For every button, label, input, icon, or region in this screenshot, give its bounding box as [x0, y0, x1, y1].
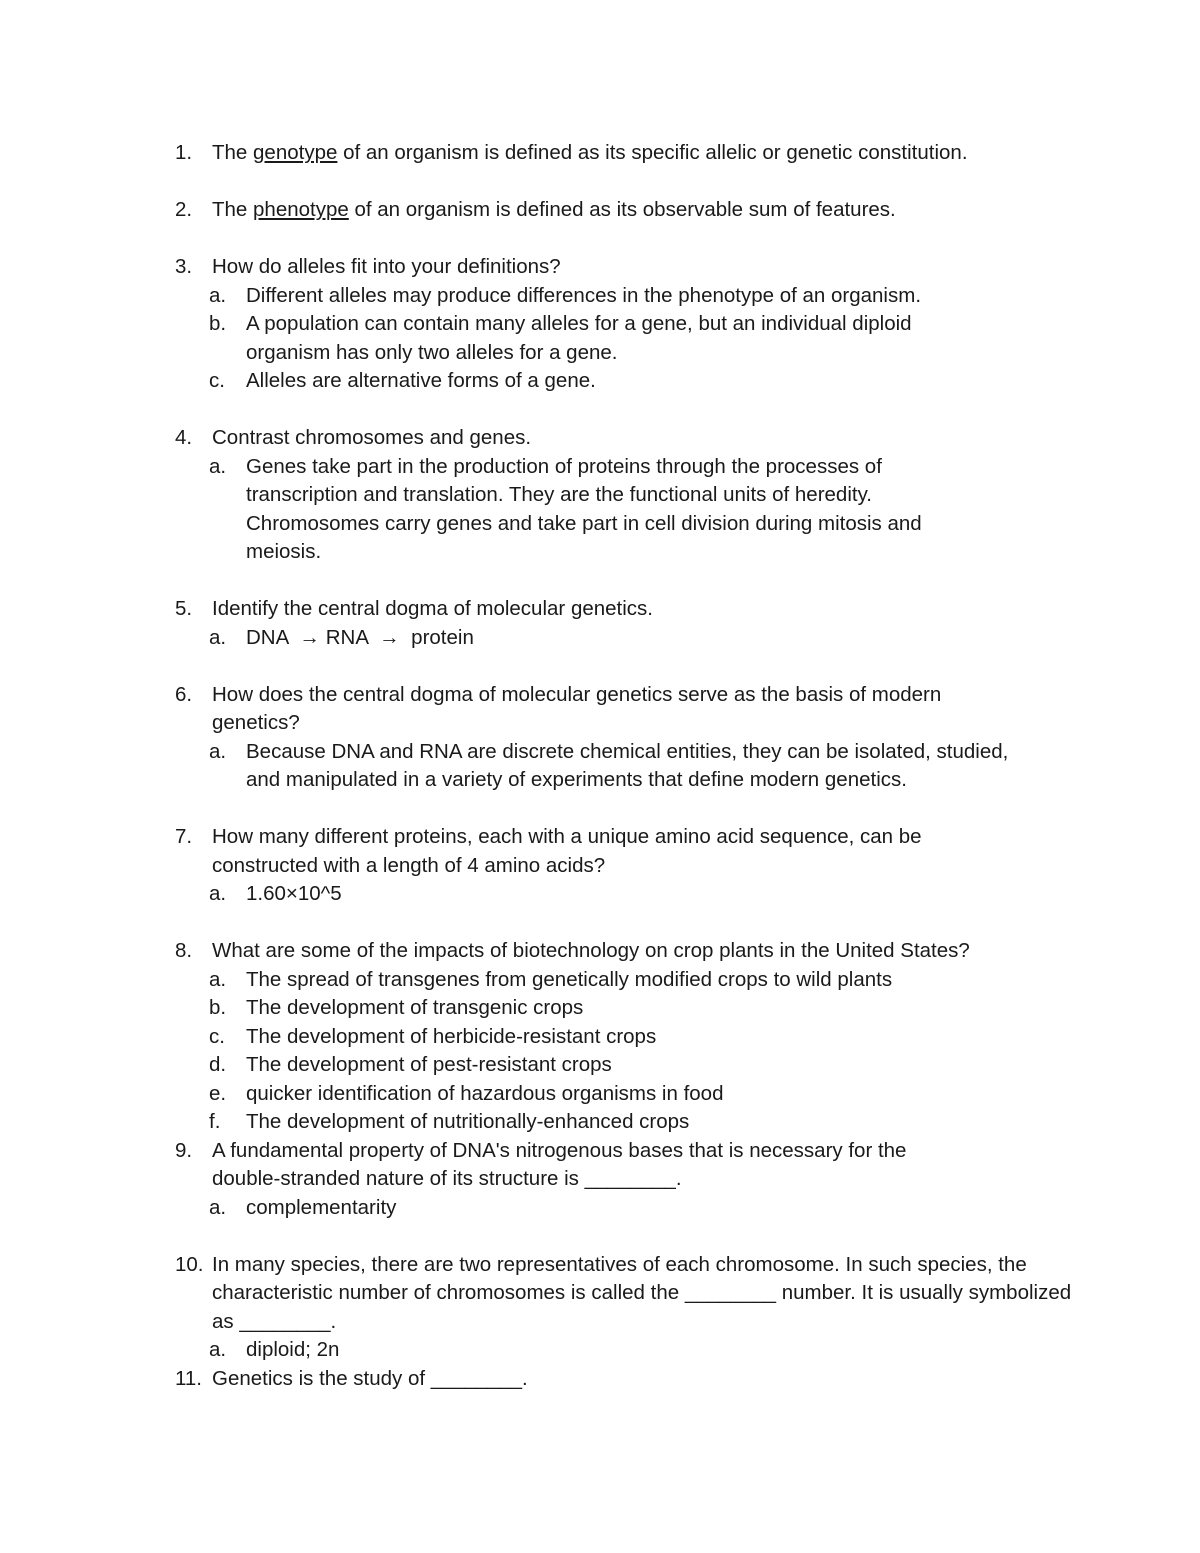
question-text: How does the central dogma of molecular genetics serve as the basis of modern genetics?	[212, 682, 942, 734]
answer-letter: a.	[209, 967, 227, 991]
answer-letter: b.	[209, 996, 227, 1019]
question-10	[175, 1251, 1105, 1337]
question-number: 2.	[175, 198, 193, 221]
question-text-post: of an organism is defined as its specific allelic or genetic constitution.	[337, 141, 968, 164]
answer-list	[175, 624, 1105, 653]
answer-letter: d.	[209, 1053, 227, 1076]
answer-text: The spread of transgenes from genetically modified crops to wild plants	[246, 967, 893, 991]
answer-letter: a.	[209, 1195, 227, 1219]
question-number: 7.	[175, 825, 193, 848]
question-number: 8.	[175, 939, 193, 962]
answer-letter: a.	[209, 283, 227, 307]
question-6	[175, 681, 1105, 738]
underlined-term: genotype	[253, 141, 338, 164]
question-number: 9.	[175, 1138, 193, 1162]
answer-text: complementarity	[246, 1195, 397, 1219]
answer-item	[175, 1108, 1105, 1137]
answer-text: DNA → RNA → protein	[246, 625, 474, 649]
answer-list	[175, 282, 1105, 396]
answer-item	[175, 1336, 1105, 1365]
answer-item	[175, 966, 1105, 995]
answer-text: 1.60×10^5	[246, 882, 342, 905]
answer-item	[175, 367, 1105, 396]
answer-list	[175, 738, 1105, 795]
question-11	[175, 1365, 1105, 1394]
answer-item	[175, 282, 1105, 311]
answer-text: Genes take part in the production of proteins through the processes of transcription and translation. They are the functional units of heredity. Chromosomes carry genes and take part in cell division during mitosis and meiosis.	[246, 454, 922, 563]
question-number: 11.	[175, 1366, 202, 1390]
question-2	[175, 196, 1105, 225]
answer-item	[175, 310, 1105, 367]
question-number: 10.	[175, 1252, 204, 1276]
answer-item	[175, 624, 1105, 653]
answer-item	[175, 738, 1105, 795]
answer-item	[175, 1051, 1105, 1080]
question-text	[212, 196, 1105, 225]
answer-list	[175, 880, 1105, 909]
question-text: What are some of the impacts of biotechnology on crop plants in the United States?	[212, 939, 970, 962]
question-1	[175, 139, 1105, 168]
question-list	[175, 139, 1105, 1393]
question-text-pre: The	[212, 198, 254, 221]
answer-letter: c.	[209, 1024, 225, 1048]
question-4	[175, 424, 1105, 453]
answer-list	[175, 453, 1105, 567]
question-text-pre: The	[212, 141, 254, 164]
answer-item	[175, 1194, 1105, 1223]
answer-list	[175, 966, 1105, 1137]
question-number: 5.	[175, 597, 193, 620]
question-number: 1.	[175, 141, 193, 164]
question-text: Contrast chromosomes and genes.	[212, 426, 532, 449]
answer-text: Because DNA and RNA are discrete chemical entities, they can be isolated, studied, and manipulated in a variety of experiments that define modern genetics.	[246, 739, 1009, 791]
answer-text: diploid; 2n	[246, 1338, 340, 1361]
answer-letter: f.	[209, 1110, 221, 1133]
answer-letter: a.	[209, 454, 227, 478]
answer-list	[175, 1336, 1105, 1365]
answer-letter: a.	[209, 625, 227, 649]
answer-letter: e.	[209, 1081, 227, 1105]
question-text	[212, 139, 1105, 168]
answer-item	[175, 880, 1105, 909]
question-text: A fundamental property of DNA's nitrogenous bases that is necessary for the double-stranded nature of its structure is ________.	[212, 1138, 907, 1190]
question-text: How do alleles fit into your definitions?	[212, 255, 561, 278]
question-7	[175, 823, 1105, 880]
underlined-term: phenotype	[253, 198, 349, 221]
answer-text: A population can contain many alleles for a gene, but an individual diploid organism has only two alleles for a gene.	[246, 312, 912, 364]
answer-item	[175, 1080, 1105, 1109]
answer-letter: c.	[209, 369, 225, 392]
question-number: 3.	[175, 255, 193, 278]
answer-item	[175, 994, 1105, 1023]
question-3	[175, 253, 1105, 282]
question-9	[175, 1137, 1105, 1194]
answer-letter: a.	[209, 882, 227, 905]
answer-letter: a.	[209, 1338, 227, 1361]
answer-item	[175, 453, 1105, 567]
question-number: 6.	[175, 682, 193, 706]
answer-letter: a.	[209, 739, 227, 763]
answer-text: The development of nutritionally-enhanced crops	[246, 1110, 690, 1133]
answer-text: The development of herbicide-resistant crops	[246, 1024, 657, 1048]
answer-letter: b.	[209, 312, 227, 335]
question-text: In many species, there are two representatives of each chromosome. In such species, the characteristic number of chromosomes is called the ________ number. It is usually symbolized as ________.	[212, 1252, 1072, 1333]
question-text: How many different proteins, each with a unique amino acid sequence, can be constructed with a length of 4 amino acids?	[212, 825, 922, 877]
answer-text: Alleles are alternative forms of a gene.	[246, 369, 596, 392]
question-text-post: of an organism is defined as its observable sum of features.	[348, 198, 896, 221]
answer-text: The development of transgenic crops	[246, 996, 584, 1019]
question-5	[175, 595, 1105, 624]
answer-item	[175, 1023, 1105, 1052]
answer-list	[175, 1194, 1105, 1223]
question-text: Genetics is the study of ________.	[212, 1366, 528, 1390]
question-text: Identify the central dogma of molecular genetics.	[212, 597, 653, 620]
question-number: 4.	[175, 426, 193, 449]
answer-text: The development of pest-resistant crops	[246, 1053, 612, 1076]
answer-text: quicker identification of hazardous organisms in food	[246, 1081, 724, 1105]
answer-text: Different alleles may produce differences in the phenotype of an organism.	[246, 283, 922, 307]
question-8	[175, 937, 1105, 966]
